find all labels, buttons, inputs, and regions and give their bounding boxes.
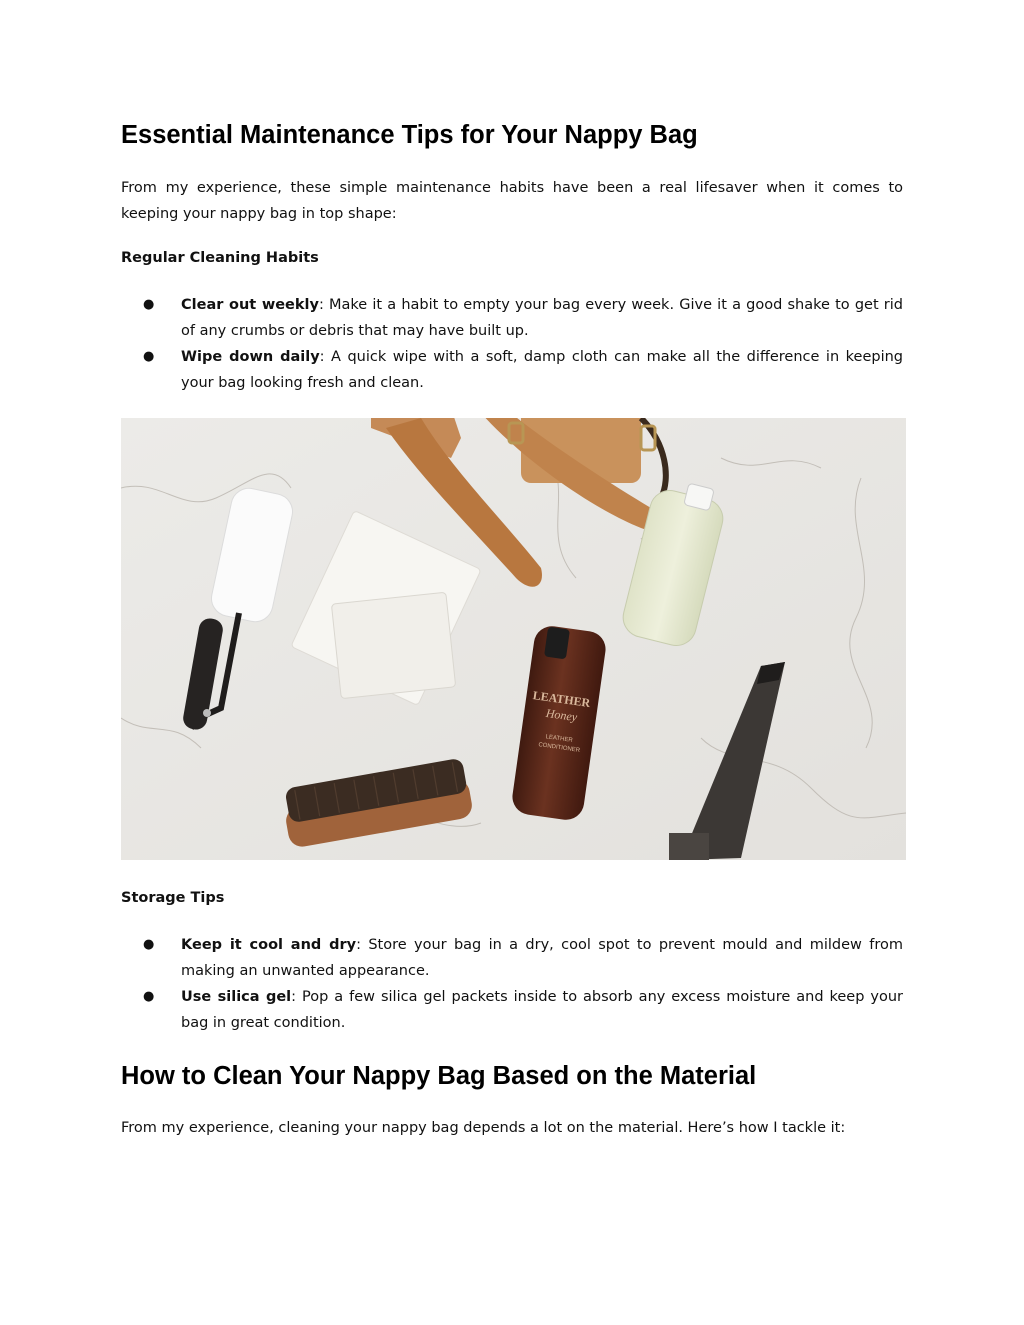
subheading-storage-tips: Storage Tips: [121, 890, 225, 906]
bullet-icon: ●: [143, 937, 155, 952]
bottle-label-line1: LEATHER: [531, 688, 592, 710]
list-item: [0, 292, 903, 344]
bullet-term: Keep it cool and dry: [181, 937, 357, 953]
bottle-label-line4: CONDITIONER: [537, 742, 581, 754]
bullet-term: Wipe down daily: [181, 349, 320, 365]
list-item: [0, 932, 903, 984]
material-intro-paragraph: From my experience, cleaning your nappy bag depends a lot on the material. Here’s how I tackle it:: [121, 1120, 846, 1136]
photo-illustration: [121, 418, 906, 860]
subheading-regular-cleaning: Regular Cleaning Habits: [121, 250, 319, 266]
bullet-text: : Pop a few silica gel packets inside to absorb any excess moisture and keep your bag in great condition.: [181, 989, 903, 1031]
section-title-maintenance: Essential Maintenance Tips for Your Nappy Bag: [121, 121, 698, 149]
bullet-text: : A quick wipe with a soft, damp cloth can make all the difference in keeping your bag looking fresh and clean.: [181, 349, 903, 391]
bullet-text: : Store your bag in a dry, cool spot to prevent mould and mildew from making an unwanted appearance.: [181, 937, 903, 979]
bullet-icon: ●: [143, 989, 155, 1004]
cleaning-habits-list: [0, 292, 1024, 396]
section-title-material: How to Clean Your Nappy Bag Based on the Material: [121, 1062, 757, 1090]
bullet-icon: ●: [143, 297, 155, 312]
cleaning-supplies-photo: [121, 418, 906, 860]
bullet-term: Clear out weekly: [181, 297, 319, 313]
bottle-label-line3: LEATHER: [545, 734, 574, 744]
list-item: [0, 344, 903, 396]
list-item: [0, 984, 903, 1036]
bullet-term: Use silica gel: [181, 989, 292, 1005]
intro-paragraph: From my experience, these simple maintenance habits have been a real lifesaver when it comes to keeping your nappy bag in top shape:: [121, 180, 903, 222]
bullet-text: : Make it a habit to empty your bag every week. Give it a good shake to get rid of any crumbs or debris that may have built up.: [181, 297, 903, 339]
bullet-icon: ●: [143, 349, 155, 364]
storage-tips-list: [0, 932, 1024, 1036]
bottle-label-line2: Honey: [545, 705, 579, 725]
